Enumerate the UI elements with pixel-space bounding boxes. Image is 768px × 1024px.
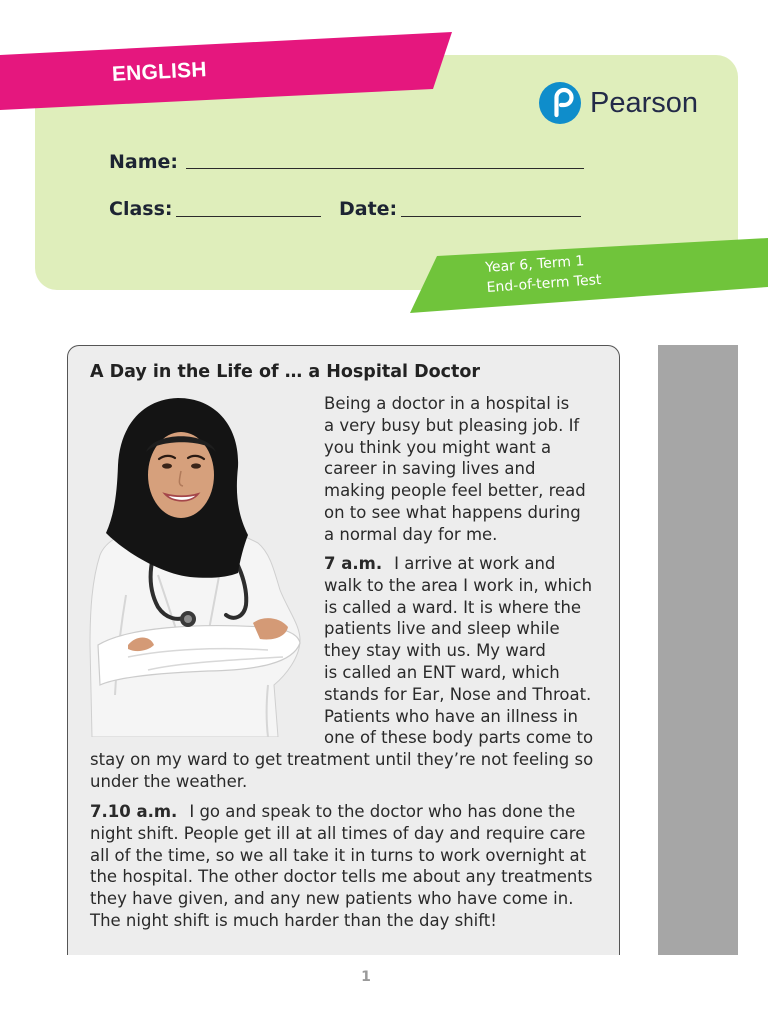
class-label: Class: bbox=[109, 198, 173, 220]
class-line bbox=[176, 216, 321, 217]
test-info bbox=[485, 250, 602, 298]
test-term: Year 6, Term 1 bbox=[484, 253, 585, 277]
brand-name: Pearson bbox=[590, 87, 699, 119]
text-line: you think you might want a bbox=[324, 437, 552, 457]
text-line: Being a doctor in a hospital is bbox=[324, 394, 570, 413]
entry-time: 7 a.m. bbox=[324, 554, 383, 573]
test-type: End-of-term Test bbox=[486, 271, 602, 296]
text-line: stay on my ward to get treatment until they’re not feeling so bbox=[90, 750, 594, 770]
text-line: one of these body parts come to bbox=[324, 728, 594, 748]
subject-title: ENGLISH bbox=[111, 58, 208, 86]
page-number: 1 bbox=[361, 969, 371, 985]
date-label: Date: bbox=[339, 198, 398, 220]
text-line bbox=[90, 801, 592, 823]
name-line bbox=[186, 168, 584, 169]
text-line: career in saving lives and bbox=[324, 459, 536, 479]
text-line: is called an ENT ward, which bbox=[324, 662, 560, 682]
text-line: The night shift is much harder than the day shift! bbox=[90, 910, 497, 930]
text-line: all of the time, so we all take it in turns to work overnight at bbox=[90, 845, 587, 865]
text-line: Patients who have an illness in bbox=[324, 706, 578, 726]
entry-7am bbox=[90, 553, 593, 793]
text-line: patients live and sleep while bbox=[324, 619, 560, 639]
text-line: under the weather. bbox=[90, 771, 248, 791]
entry-text: I go and speak to the doctor who has done the bbox=[189, 802, 576, 821]
date-line bbox=[401, 216, 581, 217]
text-line: a normal day for me. bbox=[324, 524, 498, 544]
text-line: they stay with us. My ward bbox=[324, 641, 546, 661]
text-line: stands for Ear, Nose and Throat. bbox=[324, 684, 592, 704]
text-line bbox=[90, 553, 593, 575]
entry-time: 7.10 a.m. bbox=[90, 802, 178, 821]
text-line: a very busy but pleasing job. If bbox=[324, 415, 580, 435]
pearson-logo-icon bbox=[539, 82, 581, 124]
entry-text: I arrive at work and bbox=[394, 554, 556, 573]
entry-710am bbox=[90, 801, 592, 932]
subject-banner bbox=[0, 0, 460, 115]
text-line: is called a ward. It is where the bbox=[324, 597, 582, 617]
text-line: they have given, and any new patients who have come in. bbox=[90, 889, 574, 909]
text-line: the hospital. The other doctor tells me about any treatments bbox=[90, 867, 593, 887]
text-line: night shift. People get ill at all times of day and require care bbox=[90, 823, 586, 843]
text-line: on to see what happens during bbox=[324, 502, 581, 522]
text-line: making people feel better, read bbox=[324, 481, 586, 501]
article-title: A Day in the Life of … a Hospital Doctor bbox=[90, 362, 481, 382]
text-line: walk to the area I work in, which bbox=[324, 575, 593, 595]
side-margin-bar bbox=[658, 345, 738, 955]
intro-paragraph bbox=[324, 393, 586, 546]
name-label: Name: bbox=[109, 151, 179, 173]
